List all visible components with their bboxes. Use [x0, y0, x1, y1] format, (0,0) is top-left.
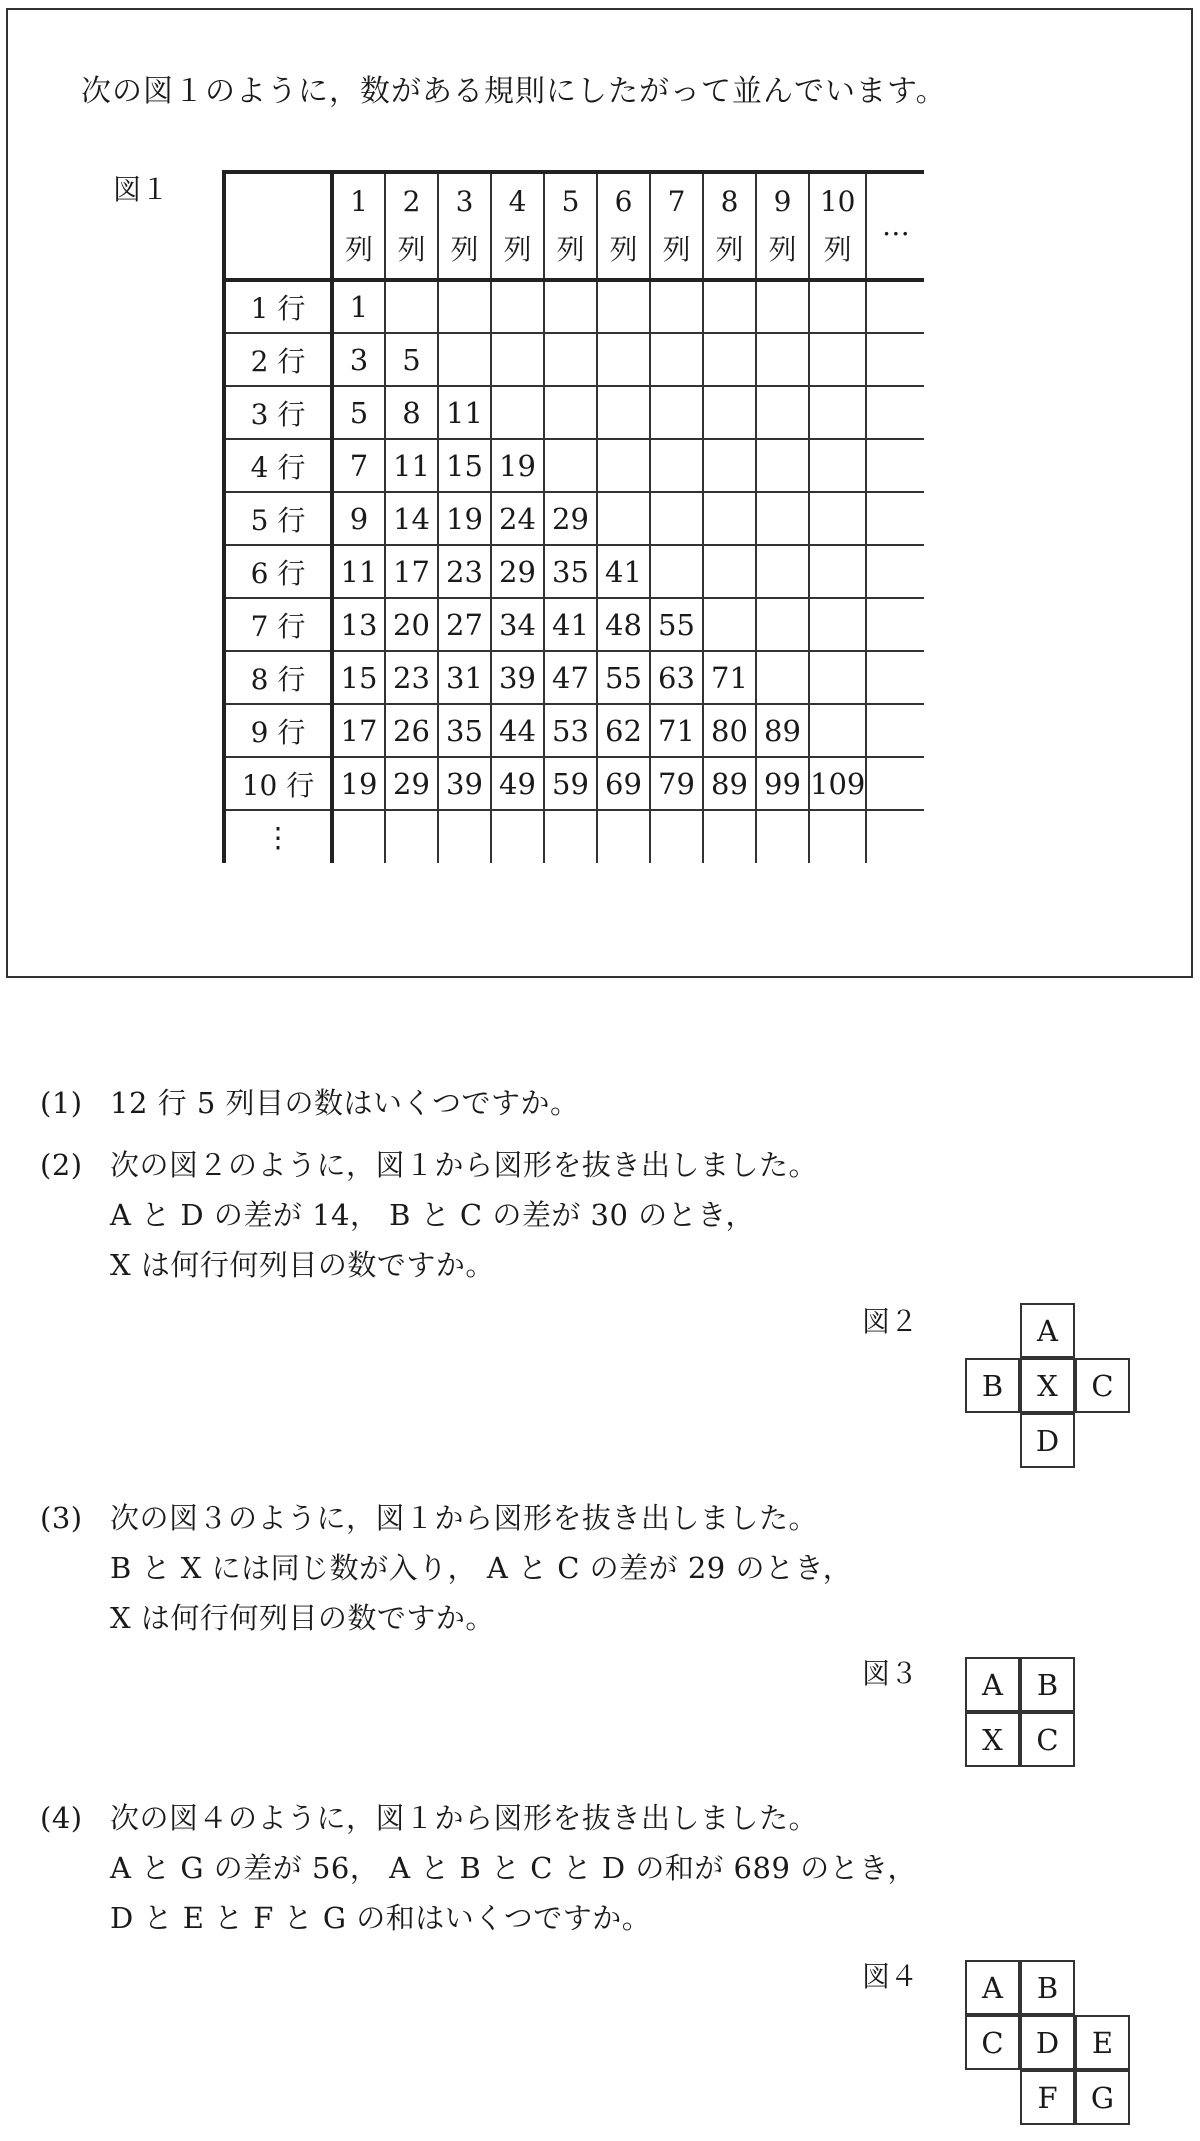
table-cell: 11: [438, 386, 491, 439]
table-cell: [703, 810, 756, 863]
table-cell: [809, 386, 866, 439]
question-text: A と D の差が 14， B と C の差が 30 のとき，: [110, 1198, 756, 1232]
table-row: [224, 439, 924, 492]
more-columns-indicator: …: [866, 172, 924, 280]
figure1-label: 図１: [113, 173, 170, 206]
column-number: 10: [819, 185, 856, 218]
question-text: X は何行何列目の数ですか。: [110, 1601, 495, 1635]
column-unit: 列: [823, 233, 852, 266]
table-cell: 49: [491, 757, 544, 810]
table-cell: 35: [438, 704, 491, 757]
table-cell: [866, 757, 924, 810]
table-cell: 5: [332, 386, 385, 439]
column-number: 8: [720, 185, 739, 218]
table-cell: 99: [756, 757, 809, 810]
table-cell: 9: [332, 492, 385, 545]
table-cell: [650, 492, 703, 545]
table-cell: [332, 810, 385, 863]
table-cell: 24: [491, 492, 544, 545]
column-unit: 列: [609, 233, 638, 266]
column-number: 6: [614, 185, 633, 218]
table-cell: [544, 280, 597, 333]
table-cell: 17: [385, 545, 438, 598]
table-cell: [756, 492, 809, 545]
table-cell: 71: [703, 651, 756, 704]
table-cell: [597, 492, 650, 545]
table-cell: [866, 545, 924, 598]
table-cell: [438, 280, 491, 333]
table-cell: 29: [385, 757, 438, 810]
table-cell: [809, 704, 866, 757]
table-cell: [703, 492, 756, 545]
table-cell: 5: [385, 333, 438, 386]
table-cell: [385, 280, 438, 333]
table-cell: 35: [544, 545, 597, 598]
table-cell: 14: [385, 492, 438, 545]
row-header: 4 行: [224, 439, 332, 492]
table-cell: [756, 545, 809, 598]
table-cell: [809, 492, 866, 545]
table-cell: [703, 280, 756, 333]
table-cell: [385, 810, 438, 863]
column-unit: 列: [450, 233, 479, 266]
figure2-cell-d: D: [1020, 1413, 1075, 1468]
table-cell: [650, 280, 703, 333]
table-row: [224, 545, 924, 598]
table-cell: 44: [491, 704, 544, 757]
question-3: [40, 1493, 852, 1643]
figure4-cell-f: F: [1020, 2070, 1075, 2125]
question-text: 次の図４のように，図１から図形を抜き出しました。: [110, 1801, 819, 1835]
figure4-cell-a: A: [965, 1960, 1020, 2015]
table-row: [224, 333, 924, 386]
table-cell: [703, 333, 756, 386]
table-cell: [597, 280, 650, 333]
question-text: B と X には同じ数が入り， A と C の差が 29 のとき，: [110, 1551, 853, 1585]
column-number: 5: [561, 185, 580, 218]
figure2-cell-a: A: [1020, 1303, 1075, 1358]
figure4-cell-e: E: [1075, 2015, 1130, 2070]
figure2-cell-c: C: [1075, 1358, 1130, 1413]
table-cell: 55: [597, 651, 650, 704]
table-cell: 53: [544, 704, 597, 757]
table-cell: [597, 333, 650, 386]
column-number: 9: [773, 185, 792, 218]
figure3-label: 図３: [862, 1657, 919, 1690]
figure4-cell-b: B: [1020, 1960, 1075, 2015]
table-cell: 15: [438, 439, 491, 492]
question-number: (1): [40, 1086, 83, 1120]
table-cell: [544, 386, 597, 439]
table-cell: 1: [332, 280, 385, 333]
table-cell: [491, 810, 544, 863]
column-unit: 列: [662, 233, 691, 266]
table-cell: [544, 439, 597, 492]
table-cell: [809, 598, 866, 651]
table-cell: [650, 545, 703, 598]
column-header: [756, 172, 809, 280]
table-cell: 47: [544, 651, 597, 704]
column-unit: 列: [344, 233, 373, 266]
figure4-cell-c: C: [965, 2015, 1020, 2070]
column-unit: 列: [715, 233, 744, 266]
figure4-label: 図４: [862, 1960, 919, 1993]
table-cell: 3: [332, 333, 385, 386]
row-header: 2 行: [224, 333, 332, 386]
row-header: 1 行: [224, 280, 332, 333]
table-cell: [756, 333, 809, 386]
table-cell: [703, 598, 756, 651]
column-number: 7: [667, 185, 686, 218]
table-cell: 34: [491, 598, 544, 651]
table-row: [224, 598, 924, 651]
table-cell: 11: [385, 439, 438, 492]
table-cell: [491, 280, 544, 333]
table-cell: [544, 810, 597, 863]
column-number: 2: [402, 185, 421, 218]
figure2-cell-b: B: [965, 1358, 1020, 1413]
table-cell: 20: [385, 598, 438, 651]
table-cell: 8: [385, 386, 438, 439]
table-cell: [809, 280, 866, 333]
table-cell: 48: [597, 598, 650, 651]
table-cell: [756, 598, 809, 651]
table-cell: [809, 333, 866, 386]
figure1-frame: [6, 8, 1193, 978]
row-header: 8 行: [224, 651, 332, 704]
table-cell: [809, 545, 866, 598]
table-cell: 39: [438, 757, 491, 810]
table-cell: 63: [650, 651, 703, 704]
question-text: 次の図３のように，図１から図形を抜き出しました。: [110, 1501, 819, 1535]
table-cell: 13: [332, 598, 385, 651]
question-2: [40, 1140, 818, 1290]
row-header: 10 行: [224, 757, 332, 810]
question-text: D と E と F と G の和はいくつですか。: [110, 1901, 652, 1935]
column-header: [332, 172, 385, 280]
table-cell: [756, 386, 809, 439]
question-text: 12 行 5 列目の数はいくつですか。: [110, 1086, 580, 1120]
table-cell: [809, 651, 866, 704]
table-cell: 80: [703, 704, 756, 757]
table-cell: [597, 386, 650, 439]
table-cell: 23: [438, 545, 491, 598]
row-header: 5 行: [224, 492, 332, 545]
table-cell: [756, 439, 809, 492]
table-row: [224, 492, 924, 545]
table-cell: [866, 439, 924, 492]
intro-text: 次の図１のように，数がある規則にしたがって並んでいます。: [81, 74, 947, 109]
table-cell: 31: [438, 651, 491, 704]
table-cell: 79: [650, 757, 703, 810]
column-header: [544, 172, 597, 280]
table-cell: [703, 439, 756, 492]
table-cell: [866, 651, 924, 704]
column-unit: 列: [503, 233, 532, 266]
table-cell: 71: [650, 704, 703, 757]
question-text: X は何行何列目の数ですか。: [110, 1248, 495, 1282]
table-cell: [491, 333, 544, 386]
figure3-cell-c: C: [1020, 1712, 1075, 1767]
table-cell: [866, 598, 924, 651]
more-rows-indicator: ⋮: [224, 810, 332, 863]
table-row: [224, 386, 924, 439]
table-cell: [650, 333, 703, 386]
table-cell: [438, 333, 491, 386]
table-cell: [703, 386, 756, 439]
table-cell: [650, 386, 703, 439]
table-cell: [866, 280, 924, 333]
question-number: (2): [40, 1148, 83, 1182]
row-header: 9 行: [224, 704, 332, 757]
table-row: [224, 704, 924, 757]
table-row: [224, 280, 924, 333]
row-header: 3 行: [224, 386, 332, 439]
table-cell: [544, 333, 597, 386]
column-header: [597, 172, 650, 280]
table-cell: 29: [491, 545, 544, 598]
column-header: [809, 172, 866, 280]
question-number: (4): [40, 1801, 83, 1835]
figure2-label: 図２: [862, 1305, 919, 1338]
question-number: (3): [40, 1501, 83, 1535]
table-cell: [756, 280, 809, 333]
table-cell: [866, 492, 924, 545]
table-cell: 7: [332, 439, 385, 492]
row-header: 7 行: [224, 598, 332, 651]
column-header: [491, 172, 544, 280]
table-corner: [224, 172, 332, 280]
table-cell: 27: [438, 598, 491, 651]
question-4: [40, 1793, 917, 1943]
table-cell: [866, 333, 924, 386]
table-cell: 89: [756, 704, 809, 757]
figure3-cell-x: X: [965, 1712, 1020, 1767]
table-cell: 59: [544, 757, 597, 810]
table-cell: 39: [491, 651, 544, 704]
table-cell: [756, 651, 809, 704]
table-cell: [809, 810, 866, 863]
table-cell: [866, 386, 924, 439]
table-cell: 69: [597, 757, 650, 810]
table-cell: 19: [491, 439, 544, 492]
figure3-cell-b: B: [1020, 1657, 1075, 1712]
column-header: [650, 172, 703, 280]
figure2-cell-x: X: [1020, 1358, 1075, 1413]
table-cell: 19: [332, 757, 385, 810]
table-cell: [703, 545, 756, 598]
row-header: 6 行: [224, 545, 332, 598]
table-cell: [756, 810, 809, 863]
column-header: [703, 172, 756, 280]
table-cell: 41: [597, 545, 650, 598]
table-cell: 41: [544, 598, 597, 651]
table-cell: 17: [332, 704, 385, 757]
table-cell: 15: [332, 651, 385, 704]
table-row: [224, 757, 924, 810]
column-unit: 列: [768, 233, 797, 266]
column-header: [438, 172, 491, 280]
column-number: 3: [455, 185, 474, 218]
table-cell: 23: [385, 651, 438, 704]
table-cell: 26: [385, 704, 438, 757]
table-cell: [597, 810, 650, 863]
column-number: 4: [508, 185, 527, 218]
column-unit: 列: [397, 233, 426, 266]
table-cell: 89: [703, 757, 756, 810]
table-cell: 29: [544, 492, 597, 545]
column-header: [385, 172, 438, 280]
table-cell: [866, 704, 924, 757]
table-cell: 62: [597, 704, 650, 757]
table-cell: 55: [650, 598, 703, 651]
table-cell: [491, 386, 544, 439]
table-cell: [809, 439, 866, 492]
table-cell: 109: [809, 757, 866, 810]
table-cell: 19: [438, 492, 491, 545]
figure3-cell-a: A: [965, 1657, 1020, 1712]
column-number: 1: [350, 185, 368, 218]
question-text: A と G の差が 56， A と B と C と D の和が 689 のとき，: [110, 1851, 917, 1885]
table-cell: [650, 810, 703, 863]
column-unit: 列: [556, 233, 585, 266]
question-text: 次の図２のように，図１から図形を抜き出しました。: [110, 1148, 819, 1182]
table-row: [224, 651, 924, 704]
figure4-cell-d: D: [1020, 2015, 1075, 2070]
table-cell: 11: [332, 545, 385, 598]
table-cell: [866, 810, 924, 863]
table-cell: [597, 439, 650, 492]
table-cell: [438, 810, 491, 863]
figure1-table: [222, 170, 924, 863]
figure4-cell-g: G: [1075, 2070, 1130, 2125]
question-1: [40, 1078, 580, 1128]
table-cell: [650, 439, 703, 492]
